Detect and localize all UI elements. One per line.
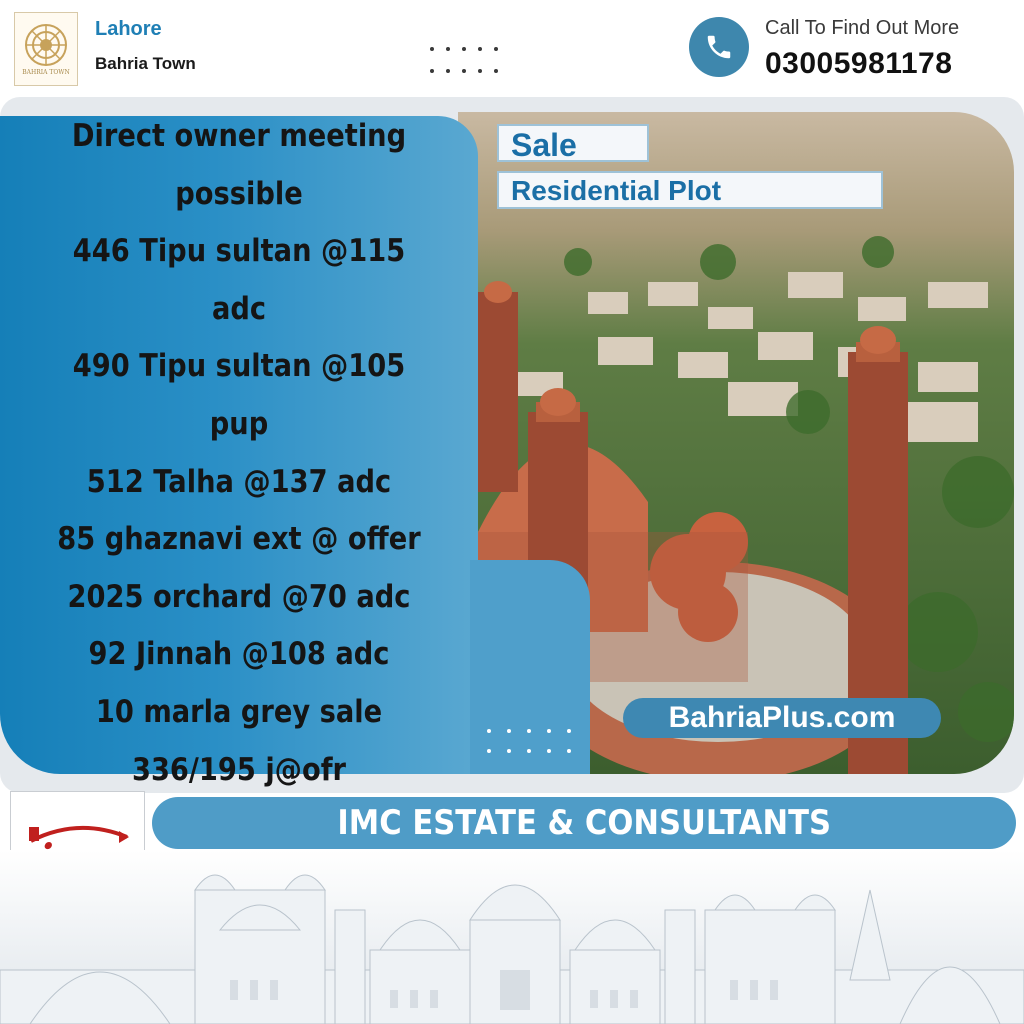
phone-icon — [704, 32, 734, 62]
listing-line: possible — [175, 175, 303, 212]
decorative-dots — [430, 47, 498, 73]
call-label: Call To Find Out More — [765, 17, 960, 39]
purpose-tag: Sale — [497, 124, 649, 162]
listing-line: 446 Tipu sultan @115 — [72, 233, 406, 270]
website-link[interactable]: BahriaPlus.com — [623, 698, 941, 738]
bahria-town-logo-icon — [24, 23, 68, 67]
property-type-tag: Residential Plot — [497, 171, 883, 209]
listing-details — [36, 108, 443, 799]
call-button[interactable] — [689, 17, 749, 77]
listing-line: Direct owner meeting — [71, 118, 407, 154]
phone-number[interactable]: 03005981178 — [765, 47, 953, 80]
agency-name-bar — [152, 797, 1016, 849]
bahria-town-logo — [14, 12, 78, 86]
logo-caption: BAHRIA TOWN — [22, 68, 70, 76]
listing-line: 85 ghaznavi ext @ offer — [57, 521, 421, 558]
lahore-skyline-illustration — [0, 850, 1024, 1024]
area-name: Bahria Town — [95, 54, 196, 73]
listing-line: pup — [209, 405, 269, 442]
decorative-dots — [487, 729, 571, 753]
agency-name: IMC ESTATE & CONSULTANTS — [337, 803, 831, 843]
listing-line: 490 Tipu sultan @105 — [72, 348, 406, 385]
listing-line: 512 Talha @137 adc — [86, 463, 392, 500]
listing-line: 92 Jinnah @108 adc — [88, 636, 390, 673]
listing-line: 336/195 j@ofr — [131, 751, 347, 788]
city-name: Lahore — [95, 18, 162, 40]
listing-line: adc — [211, 290, 267, 327]
listing-line: 2025 orchard @70 adc — [67, 578, 411, 615]
listing-line: 10 marla grey sale — [95, 693, 383, 730]
